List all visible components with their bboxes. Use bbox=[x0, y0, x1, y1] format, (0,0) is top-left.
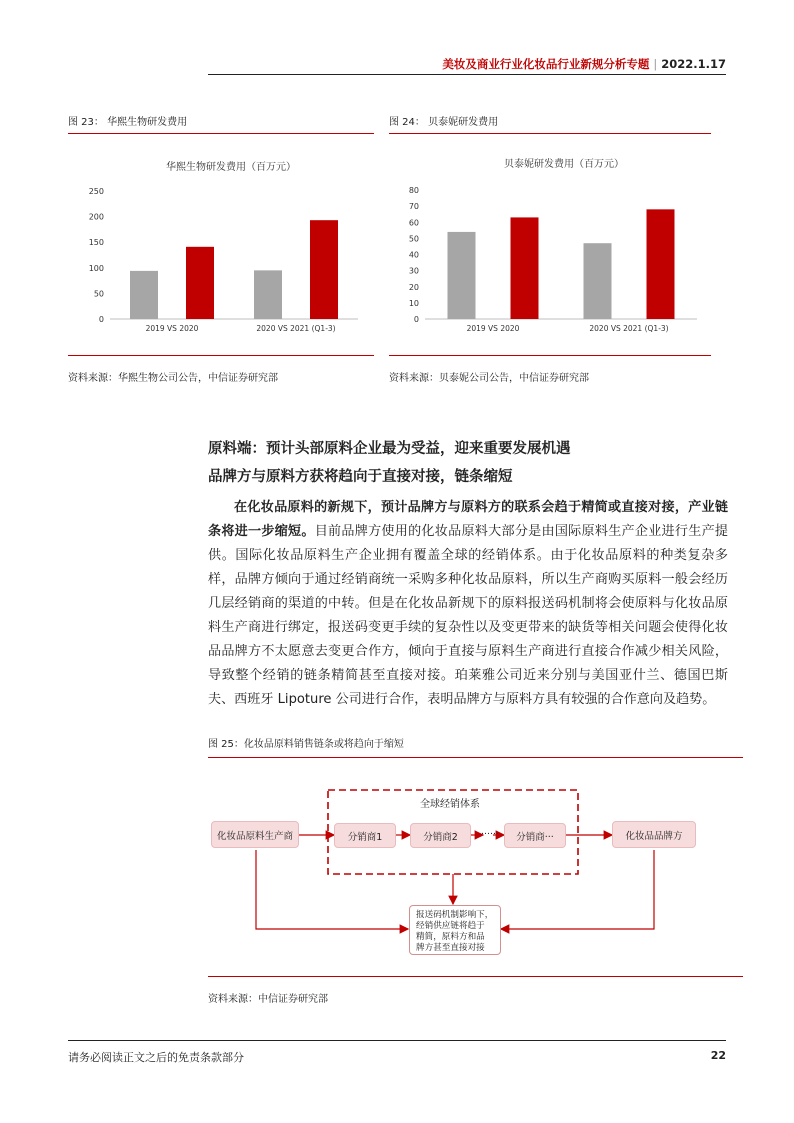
header-rule bbox=[208, 74, 726, 75]
node-brand: 化妆品品牌方 bbox=[612, 821, 696, 848]
y-tick-label: 60 bbox=[408, 218, 419, 228]
distributor-ellipsis: …… bbox=[481, 827, 499, 837]
y-tick-label: 30 bbox=[408, 266, 419, 276]
figure23-bottom-rule bbox=[68, 355, 374, 356]
paragraph-body: 目前品牌方使用的化妆品原料大部分是由国际原料生产企业进行生产提供。国际化妆品原料生产企业拥有覆盖全球的经销体系。由于化妆品原料的种类复杂多样，品牌方倾向于通过经销商统一采购多种化妆品原料，所以生产商购买原料一般会经历几层经销商的渠道的中转。但是在化妆品新规下的原料报送码机制将会使原料与化妆品原料生产商进行绑定，报送码变更手续的复杂性以及变更带来的缺货等相关问题会使得化妆品品牌方不太愿意去变更合作方，倾向于直接与原料生产商进行直接合作减少相关风险，导致整个经销的链条精简甚至直接对接。珀莱雅公司近来分别与美国亚什兰、德国巴斯夫、西班牙 Lipoture 公司进行合作，表明品牌方与原料方具有较强的合作意向及趋势。 bbox=[208, 524, 729, 707]
chart-title: 华熙生物研发费用（百万元） bbox=[166, 162, 296, 173]
figure25-bottom-rule bbox=[208, 976, 743, 977]
bar-later bbox=[647, 209, 675, 319]
bar-earlier bbox=[584, 243, 612, 319]
global-distribution-label: 全球经销体系 bbox=[420, 799, 480, 810]
figure24-source: 资料来源：贝泰妮公司公告，中信证券研究部 bbox=[389, 373, 589, 384]
figure25-caption: 图 25：化妆品原料销售链条或将趋向于缩短 bbox=[208, 739, 404, 750]
line-producer-to-note bbox=[256, 850, 408, 929]
node-distributor-2: 分销商2 bbox=[410, 823, 471, 848]
figure24-bottom-rule bbox=[389, 355, 711, 356]
footer-rule bbox=[68, 1040, 726, 1041]
node-distributor-n: 分销商··· bbox=[504, 823, 566, 848]
subsection-heading: 品牌方与原料方获将趋向于直接对接，链条缩短 bbox=[208, 469, 513, 485]
bar-later bbox=[310, 220, 338, 319]
chart-botanee-rd bbox=[389, 138, 711, 344]
x-tick-label: 2019 VS 2020 bbox=[145, 324, 199, 333]
footer-disclaimer: 请务必阅读正文之后的免责条款部分 bbox=[68, 1051, 244, 1064]
figure23-caption: 图 23： 华熙生物研发费用 bbox=[68, 117, 188, 128]
x-tick-label: 2020 VS 2021 (Q1-3) bbox=[256, 324, 336, 333]
report-header bbox=[442, 56, 726, 72]
figure24-caption: 图 24： 贝泰妮研发费用 bbox=[389, 117, 499, 128]
bar-earlier bbox=[130, 271, 158, 319]
report-title: 美妆及商业行业化妆品行业新规分析专题 bbox=[442, 57, 650, 71]
y-tick-label: 0 bbox=[98, 315, 104, 324]
y-tick-label: 100 bbox=[88, 263, 104, 273]
report-date: 2022.1.17 bbox=[661, 57, 726, 71]
y-tick-label: 200 bbox=[88, 212, 104, 222]
x-tick-label: 2019 VS 2020 bbox=[466, 324, 520, 333]
y-tick-label: 50 bbox=[93, 289, 104, 299]
figure25-source: 资料来源：中信证券研究部 bbox=[208, 994, 328, 1005]
y-tick-label: 70 bbox=[408, 202, 419, 212]
x-tick-label: 2020 VS 2021 (Q1-3) bbox=[589, 324, 669, 333]
page-number: 22 bbox=[710, 1049, 726, 1062]
y-tick-label: 80 bbox=[408, 186, 419, 195]
y-tick-label: 50 bbox=[408, 234, 419, 244]
bar-earlier bbox=[448, 232, 476, 319]
node-raw-material-producer: 化妆品原料生产商 bbox=[211, 821, 299, 848]
y-tick-label: 20 bbox=[408, 282, 419, 292]
header-separator: | bbox=[653, 57, 658, 71]
node-distributor-1: 分销商1 bbox=[334, 823, 396, 848]
section-heading: 原料端：预计头部原料企业最为受益，迎来重要发展机遇 bbox=[208, 441, 571, 457]
body-paragraph bbox=[208, 496, 728, 712]
note-direct-docking: 报送码机制影响下， 经销供应链将趋于 精简，原料方和品 牌方甚至直接对接 bbox=[409, 905, 501, 955]
y-tick-label: 150 bbox=[88, 238, 104, 248]
y-tick-label: 250 bbox=[88, 187, 104, 196]
figure25-top-rule bbox=[208, 757, 743, 758]
y-tick-label: 40 bbox=[408, 250, 419, 260]
chart-title: 贝泰妮研发费用（百万元） bbox=[504, 159, 624, 170]
bar-earlier bbox=[254, 270, 282, 319]
bar-later bbox=[511, 217, 539, 319]
figure23-source: 资料来源：华熙生物公司公告，中信证券研究部 bbox=[68, 373, 278, 384]
bar-later bbox=[186, 247, 214, 319]
chart-huaxi-rd bbox=[68, 138, 374, 344]
figure23-top-rule bbox=[68, 133, 374, 134]
y-tick-label: 10 bbox=[408, 298, 419, 308]
y-tick-label: 0 bbox=[413, 315, 419, 324]
figure24-top-rule bbox=[389, 133, 711, 134]
paragraph-lead: 在化妆品原料的新规下，预计品牌方与原料方的联系会趋于精简或直接对接，产业链条将进一步缩短。 bbox=[208, 500, 728, 539]
